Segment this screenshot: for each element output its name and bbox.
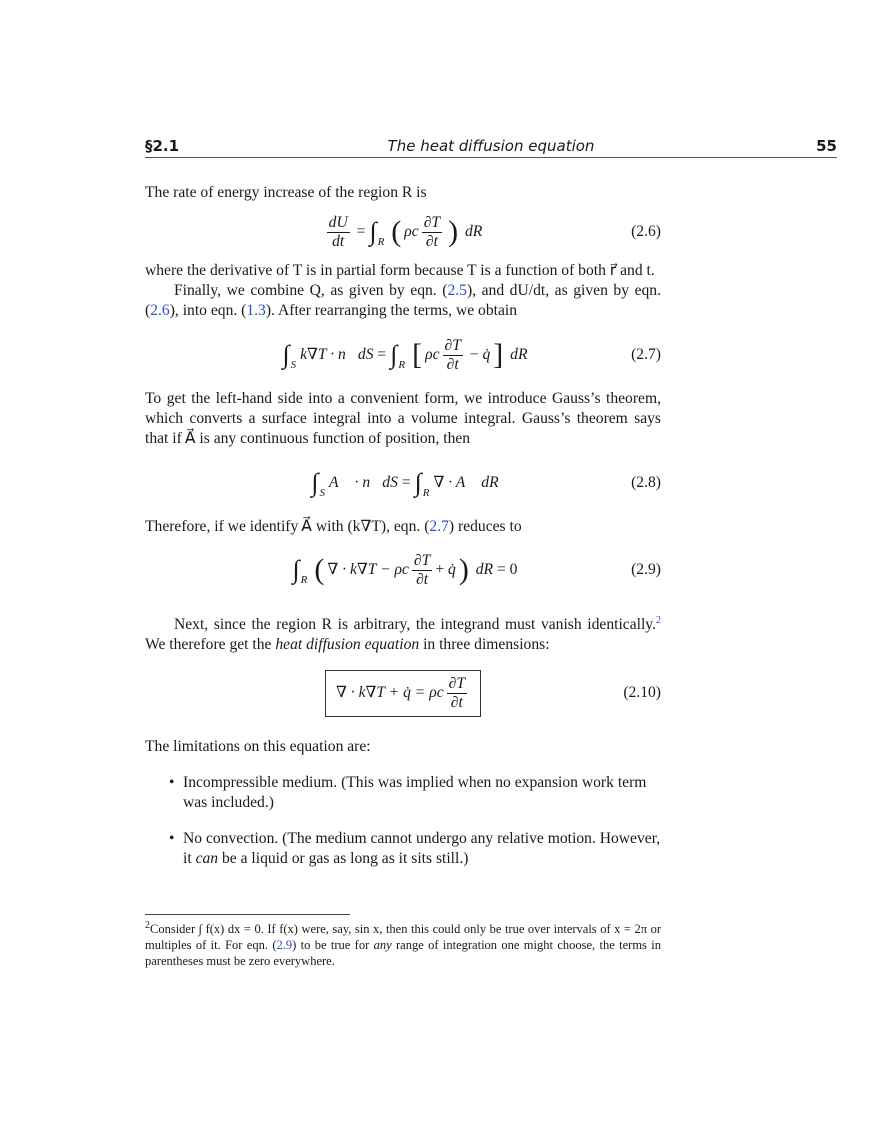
eq-link[interactable]: 1.3 — [246, 302, 266, 319]
eq-link[interactable]: 2.9 — [276, 938, 293, 953]
list-item: • No convection. (The medium cannot undergo any relative motion. However, it can be a liquid or gas as long as it sits still.) — [169, 830, 661, 868]
running-title: The heat diffusion equation — [387, 137, 595, 155]
equation-2-6: $\frac{dU}{dt}$ = ∫ R ( ρc $\frac{\partial T}{\partial t}$ ) dR (2.6) — [328, 213, 661, 250]
running-header — [145, 136, 837, 158]
page-number: 55 — [816, 137, 837, 155]
paragraph: To get the left-hand side into a convenient form, we introduce Gauss’s theorem, which converts a surface integral into a volume integral. Gauss’s theorem says that if A⃗ is any continuous function of position, then — [145, 390, 661, 447]
paragraph: Next, since the region R is arbitrary, the integrand must vanish identically.$^2$ We therefore get the heat diffusion equation in three dimensions: — [145, 615, 661, 654]
equation-2-10 — [145, 655, 661, 731]
equation-2-8: ∫ S A⃗ · n⃗dS = ∫ R ∇ · A⃗ dR (2.8) — [311, 468, 661, 499]
eq-link[interactable]: 2.5 — [447, 282, 467, 299]
boxed-equation: ∇ · k∇T + q̇ = ρc $\frac{\partial T}{\partial t}$ — [325, 670, 481, 717]
equation-number: (2.9) — [631, 561, 661, 578]
eq-link[interactable]: 2.6 — [150, 302, 170, 319]
footnote: $^2$Consider ∫ f(x) dx = 0. If f(x) were, say, sin x, then this could only be true over intervals of x = 2π or multiples of it. For eqn. (2.9) to be true for any range of integration one might choose, the terms in parentheses must be zero everywhere. — [145, 920, 661, 969]
equation-number: (2.6) — [631, 223, 661, 240]
page-body — [145, 183, 661, 869]
paragraph: where the derivative of T is in partial form because T is a function of both r⃗ and t. — [145, 262, 655, 279]
footnote-rule — [145, 914, 350, 915]
footnote-mark[interactable]: 2 — [656, 615, 661, 626]
equation-number: (2.8) — [631, 474, 661, 491]
list-item: • Incompressible medium. (This was implied when no expansion work term was included.) — [169, 774, 647, 812]
paragraph: The limitations on this equation are: — [145, 738, 371, 756]
section-number: §2.1 — [145, 137, 180, 155]
paragraph: The rate of energy increase of the region R is — [145, 184, 427, 201]
paragraph: Finally, we combine Q, as given by eqn. (2.5), and dU/dt, as given by eqn. (2.6), into eqn. (1.3). After rearranging the terms, we obtain — [145, 282, 661, 319]
equation-number: (2.10) — [623, 684, 661, 702]
equation-2-7: ∫ S k∇T · n⃗dS = ∫ R [ ρc $\frac{\partial T}{\partial t}$ − q̇ ] dR (2.7) — [282, 336, 661, 373]
paragraph: Therefore, if we identify A⃗ with (k∇T), eqn. (2.7) reduces to — [145, 518, 522, 535]
eq-link[interactable]: 2.7 — [429, 518, 449, 535]
equation-number: (2.7) — [631, 346, 661, 363]
equation-2-9: ∫ R ( ∇ · k∇T − ρc $\frac{\partial T}{\partial t}$ + q̇ ) dR = 0 (2.9) — [292, 551, 661, 588]
